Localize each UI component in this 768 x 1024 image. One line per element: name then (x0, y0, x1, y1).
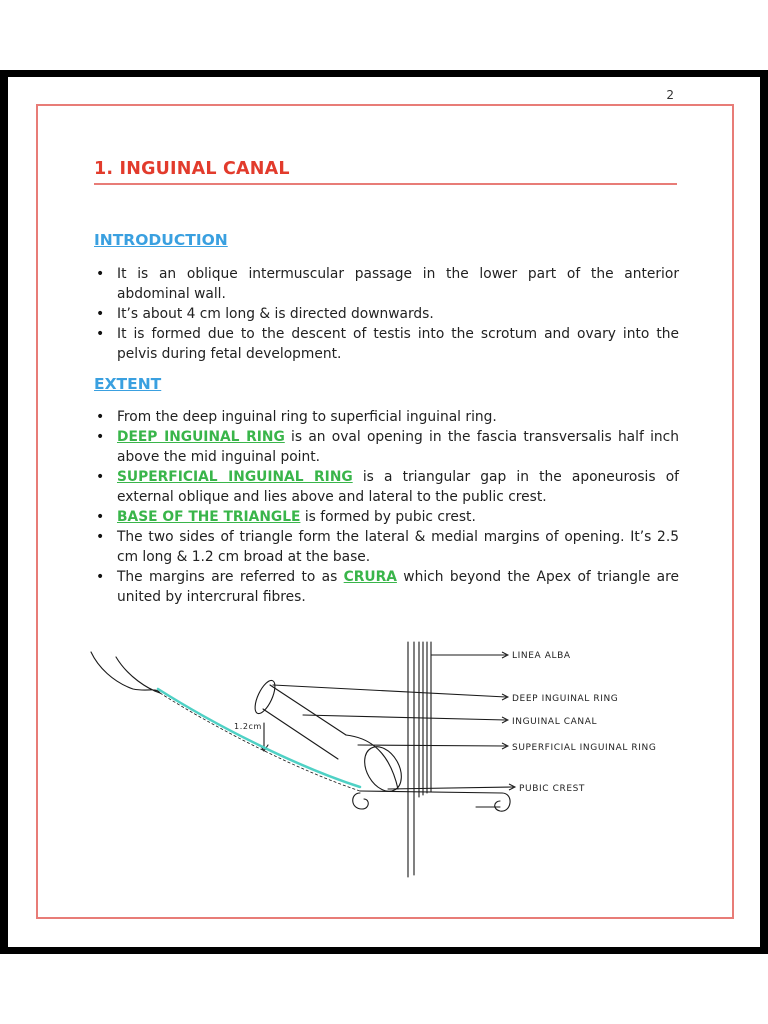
extent-list (94, 407, 679, 607)
term-base-of-triangle: BASE OF THE TRIANGLE (117, 509, 301, 525)
item-text: is an oval opening in the fascia transversalis half inch above the mid inguinal point. (117, 429, 680, 465)
inguinal-ligament (158, 689, 360, 787)
item-text: is formed by pubic crest. (300, 509, 476, 525)
pubic-crest-left-loop (353, 793, 369, 809)
label-measurement: 1.2cm (234, 722, 262, 731)
page-number: 2 (666, 88, 674, 102)
item-text: which beyond the Apex of triangle are united by intercrural fibres. (117, 569, 679, 605)
list-item (94, 427, 679, 467)
title-underline (94, 183, 677, 185)
pointer-inguinal-canal (303, 715, 506, 720)
list-item (94, 527, 679, 567)
list-item (94, 507, 679, 527)
inguinal-canal-diagram (88, 637, 688, 887)
item-text: The two sides of triangle form the lateral & medial margins of opening. It’s 2.5 cm long & 1.2 cm broad at the base. (117, 529, 679, 565)
pubic-crest-right-loop (495, 793, 510, 811)
document-page (8, 77, 760, 947)
label-inguinal-canal: INGUINAL CANAL (512, 717, 598, 727)
term-crura: CRURA (343, 569, 397, 585)
list-item: • It is an oblique intermuscular passage in the lower part of the anterior abdominal wall. (94, 264, 679, 304)
item-text: is a triangular gap in the aponeurosis of external oblique and lies above and lateral to the public crest. (117, 469, 679, 505)
term-deep-inguinal-ring: DEEP INGUINAL RING (117, 429, 285, 445)
list-item: • It is formed due to the descent of testis into the scrotum and ovary into the pelvis during fetal development. (94, 324, 679, 364)
pointer-pubic-crest (388, 787, 513, 789)
section-title: 1. INGUINAL CANAL (94, 159, 290, 179)
pointer-superficial-ring (358, 745, 506, 746)
label-pubic-crest: PUBIC CREST (519, 784, 586, 794)
introduction-list (94, 264, 679, 364)
abdominal-wall-curve (91, 652, 160, 693)
label-superficial-inguinal-ring: SUPERFICIAL INGUINAL RING (512, 743, 657, 753)
label-linea-alba: LINEA ALBA (512, 651, 571, 661)
inguinal-canal-tube (263, 685, 346, 759)
list-item (94, 407, 679, 427)
label-deep-inguinal-ring: DEEP INGUINAL RING (512, 694, 619, 704)
term-superficial-inguinal-ring: SUPERFICIAL INGUINAL RING (117, 469, 353, 485)
item-text: The margins are referred to as (117, 569, 344, 585)
list-item: • It’s about 4 cm long & is directed downwards. (94, 304, 679, 324)
extent-heading: EXTENT (94, 375, 162, 393)
list-item (94, 567, 679, 607)
item-text: From the deep inguinal ring to superficial inguinal ring. (117, 409, 497, 425)
pointer-deep-ring (273, 685, 506, 697)
introduction-heading: INTRODUCTION (94, 231, 228, 249)
list-item (94, 467, 679, 507)
